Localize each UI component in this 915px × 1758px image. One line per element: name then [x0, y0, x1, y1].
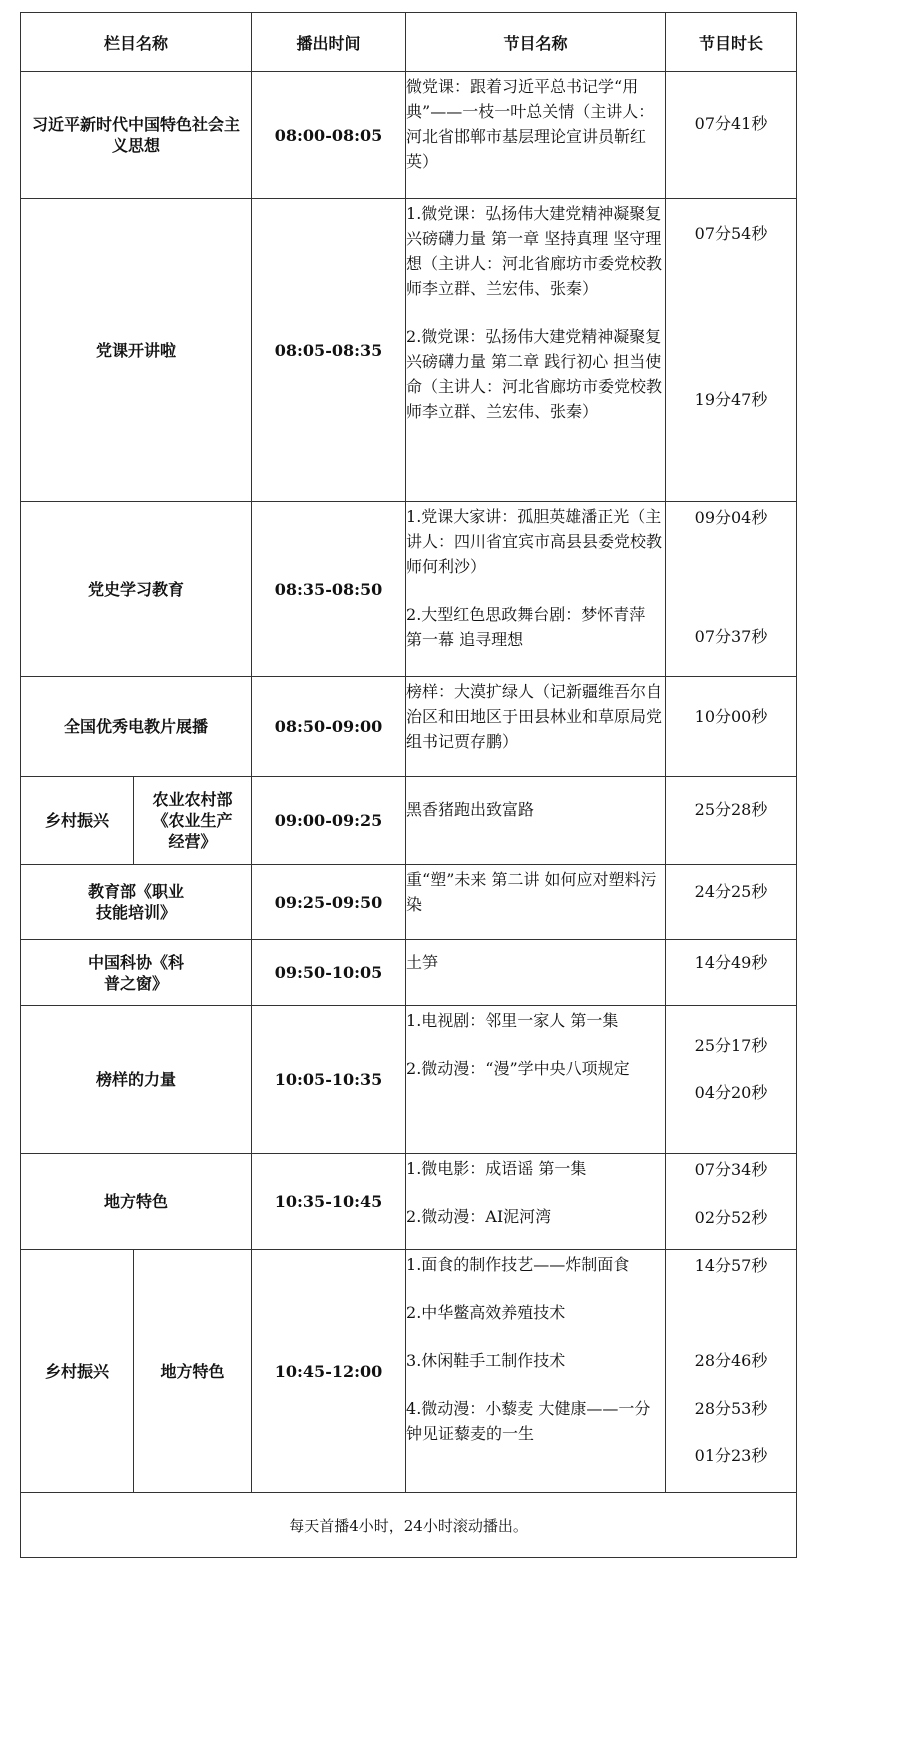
column-name: 党课开讲啦: [96, 340, 177, 360]
header-program-name: 节目名称: [406, 13, 666, 72]
table-row: [21, 502, 797, 677]
table-row: [21, 865, 797, 940]
program-name: 微党课：跟着习近平总书记学“用典”——一枝一叶总关情（主讲人：河北省邯郸市基层理论宣讲员靳红英）: [406, 77, 655, 171]
duration-cell: [666, 1006, 797, 1154]
program-name: 1.面食的制作技艺——炸制面食: [406, 1255, 630, 1274]
program-name: 2.中华鳖高效养殖技术: [406, 1303, 566, 1322]
air-time: 09:50-10:05: [252, 940, 406, 1006]
column-name-cell: [21, 1006, 252, 1154]
column-name: 习近平新时代中国特色社会主义思想: [32, 115, 241, 155]
program-name: 2.大型红色思政舞台剧：梦怀青萍 第一幕 追寻理想: [406, 605, 646, 649]
column-name-cell: [21, 865, 252, 940]
program-name: 2.微动漫：AI泥河湾: [406, 1207, 552, 1226]
air-time: 09:25-09:50: [252, 865, 406, 940]
column-group: 乡村振兴: [44, 811, 109, 830]
duration-cell: [666, 865, 797, 940]
footer-note: 每天首播4小时，24小时滚动播出。: [21, 1493, 797, 1558]
column-group-cell: [21, 1250, 134, 1493]
column-name: 地方特色: [104, 1192, 169, 1211]
duration: 24分25秒: [694, 882, 768, 901]
air-time: 08:00-08:05: [252, 72, 406, 199]
column-group-cell: [21, 777, 134, 865]
duration: 04分20秒: [694, 1083, 768, 1102]
program-name: 2.微党课：弘扬伟大建党精神凝聚复兴磅礴力量 第二章 践行初心 担当使命（主讲人：河北省廊坊市委党校教师李立群、兰宏伟、张秦）: [406, 327, 663, 421]
duration: 09分04秒: [694, 508, 768, 527]
air-time: 10:35-10:45: [252, 1154, 406, 1250]
table-row: [21, 199, 797, 502]
duration: 01分23秒: [694, 1446, 768, 1465]
program-name: 黑香猪跑出致富路: [406, 800, 535, 819]
column-name: 农业农村部《农业生产经营》: [152, 790, 233, 851]
duration-cell: [666, 1250, 797, 1493]
duration: 14分57秒: [694, 1256, 768, 1275]
duration-cell: [666, 1154, 797, 1250]
column-group: 乡村振兴: [44, 1361, 109, 1381]
air-time: 09:00-09:25: [252, 777, 406, 865]
duration-cell: [666, 199, 797, 502]
duration: 19分47秒: [694, 390, 768, 409]
table-row: [21, 1250, 797, 1493]
duration: 02分52秒: [694, 1208, 768, 1227]
header-column-name: 栏目名称: [21, 13, 252, 72]
program-cell: [406, 777, 666, 865]
duration-cell: [666, 940, 797, 1006]
program-cell: [406, 1250, 666, 1493]
table-row: [21, 677, 797, 777]
column-name: 地方特色: [160, 1361, 225, 1381]
program-name: 3.休闲鞋手工制作技术: [406, 1351, 566, 1370]
program-name: 1.微党课：弘扬伟大建党精神凝聚复兴磅礴力量 第一章 坚持真理 坚守理想（主讲人：河北省廊坊市委党校教师李立群、兰宏伟、张秦）: [406, 204, 663, 298]
table-row: [21, 777, 797, 865]
program-name: 2.微动漫：“漫”学中央八项规定: [406, 1059, 630, 1078]
program-cell: [406, 677, 666, 777]
program-cell: [406, 502, 666, 677]
duration-cell: [666, 777, 797, 865]
duration: 28分46秒: [694, 1351, 768, 1370]
column-name: 中国科协《科普之窗》: [88, 952, 185, 993]
column-name-cell: [21, 199, 252, 502]
column-name: 全国优秀电教片展播: [64, 717, 209, 736]
column-name-cell: [21, 940, 252, 1006]
duration: 07分37秒: [694, 627, 768, 646]
column-name: 榜样的力量: [96, 1070, 177, 1089]
duration: 25分28秒: [694, 800, 768, 819]
duration-cell: [666, 72, 797, 199]
duration: 25分17秒: [694, 1036, 768, 1055]
program-name: 1.党课大家讲：孤胆英雄潘正光（主讲人：四川省宜宾市高县县委党校教师何利沙）: [406, 507, 663, 576]
header-air-time: 播出时间: [252, 13, 406, 72]
column-name-cell: [134, 1250, 252, 1493]
column-name: 党史学习教育: [88, 579, 185, 599]
duration-cell: [666, 502, 797, 677]
program-cell: [406, 940, 666, 1006]
duration: 07分41秒: [694, 114, 768, 133]
duration: 07分54秒: [694, 224, 768, 243]
table-row: [21, 1006, 797, 1154]
table-row: [21, 940, 797, 1006]
air-time: 10:45-12:00: [252, 1250, 406, 1493]
program-name: 重“塑”未来 第二讲 如何应对塑料污染: [406, 870, 657, 914]
program-name: 4.微动漫：小藜麦 大健康——一分钟见证藜麦的一生: [406, 1399, 651, 1443]
column-name-cell: [21, 72, 252, 199]
column-name-cell: [21, 502, 252, 677]
air-time: 08:35-08:50: [252, 502, 406, 677]
program-cell: [406, 1006, 666, 1154]
air-time: 08:05-08:35: [252, 199, 406, 502]
table-row: [21, 72, 797, 199]
program-name: 1.微电影：成语谣 第一集: [406, 1159, 587, 1178]
column-name-cell: [21, 1154, 252, 1250]
header-row: [21, 13, 797, 72]
header-duration: 节目时长: [666, 13, 797, 72]
footer-row: [21, 1493, 797, 1558]
air-time: 08:50-09:00: [252, 677, 406, 777]
duration: 28分53秒: [694, 1399, 768, 1418]
duration: 14分49秒: [694, 953, 768, 972]
program-name: 1.电视剧：邻里一家人 第一集: [406, 1011, 619, 1030]
program-cell: [406, 1154, 666, 1250]
duration: 10分00秒: [694, 707, 768, 726]
program-cell: [406, 199, 666, 502]
air-time: 10:05-10:35: [252, 1006, 406, 1154]
program-name: 榜样：大漠扩绿人（记新疆维吾尔自治区和田地区于田县林业和草原局党组书记贾存鹏）: [406, 682, 663, 751]
schedule-table: [20, 12, 797, 1558]
duration-cell: [666, 677, 797, 777]
column-name-cell: [21, 677, 252, 777]
program-cell: [406, 865, 666, 940]
column-name: 教育部《职业技能培训》: [88, 882, 185, 922]
program-name: 土笋: [406, 953, 439, 972]
program-cell: [406, 72, 666, 199]
duration: 07分34秒: [694, 1160, 768, 1179]
column-name-cell: [134, 777, 252, 865]
table-row: [21, 1154, 797, 1250]
